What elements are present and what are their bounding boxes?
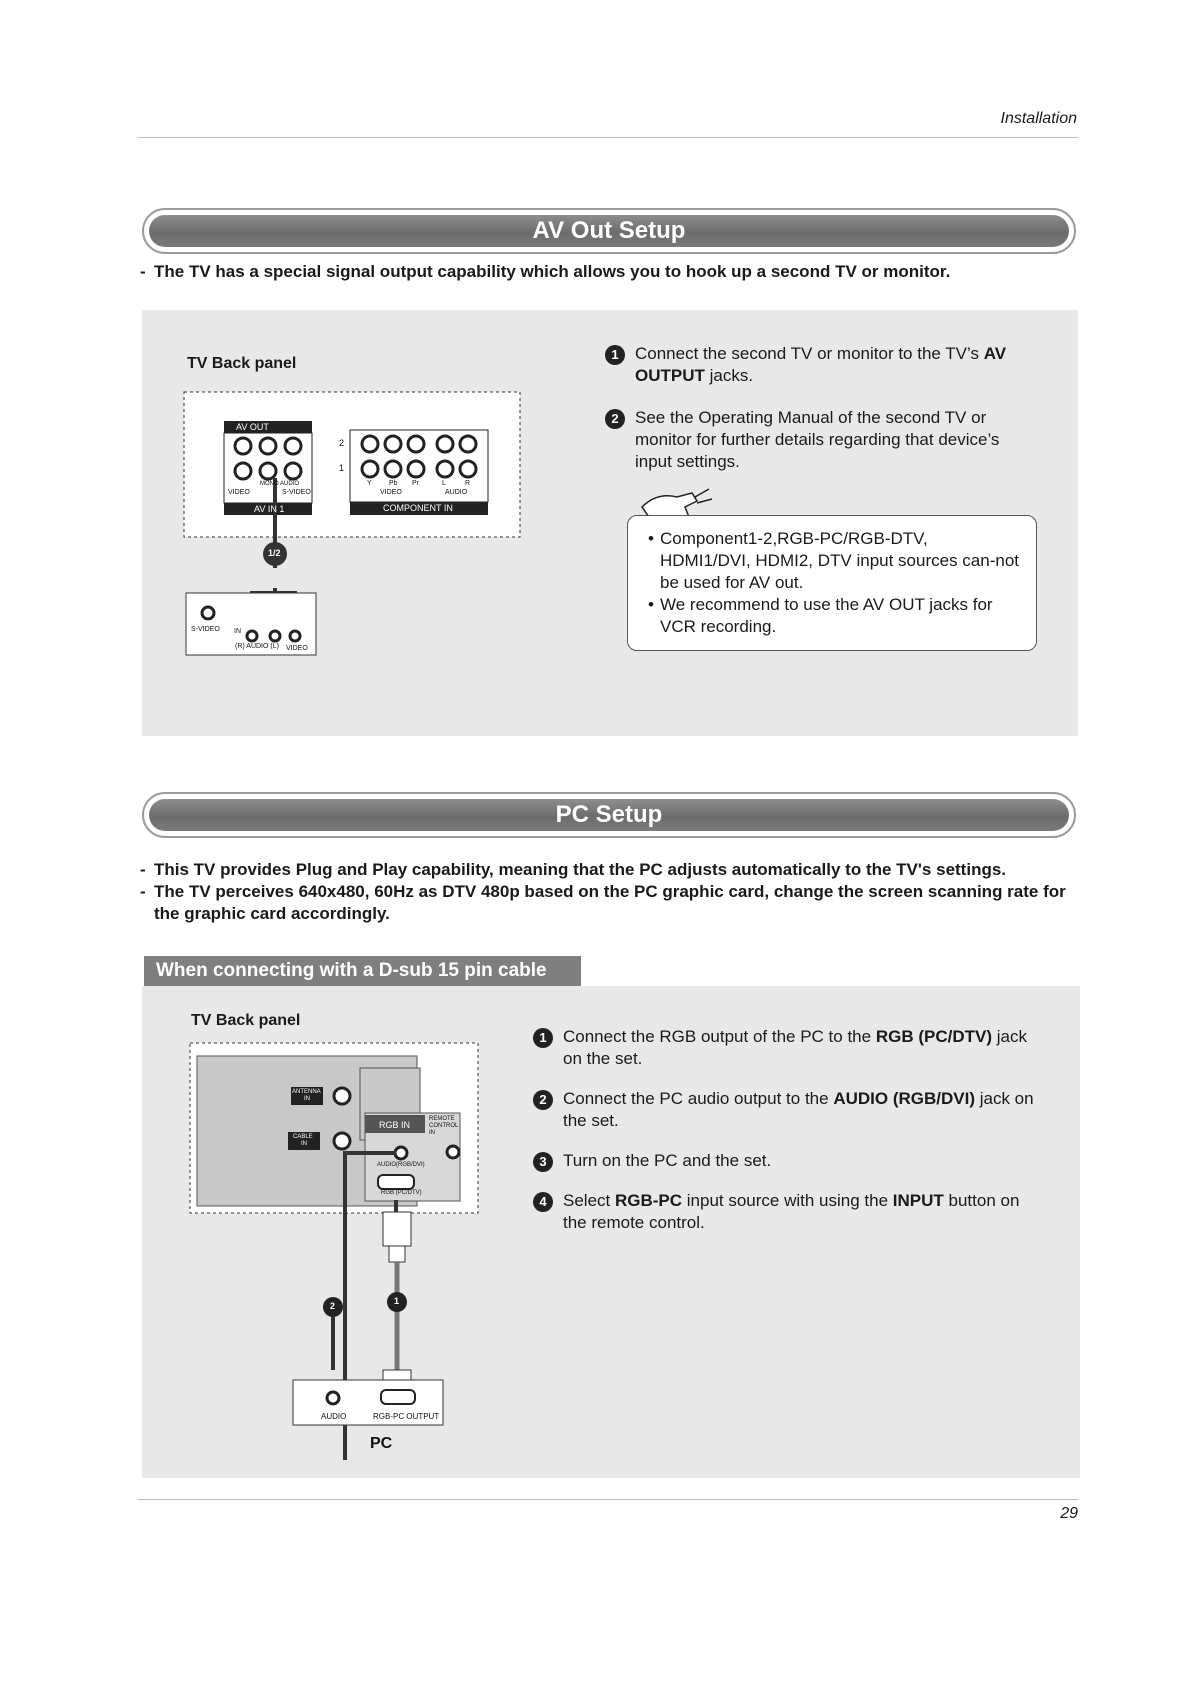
pc-step-2 [533,1088,1043,1132]
audio-rgb-label: AUDIO(RGB/DVI) [377,1162,425,1168]
step-text: Connect the second TV or monitor to the TV’s AV OUTPUT jacks. [635,344,1007,385]
pc-step-1 [533,1026,1043,1070]
step-text: Connect the PC audio output to the AUDIO (RGB/DVI) jack on the set. [563,1089,1034,1130]
cable-tag-av-label: 1/2 [268,548,281,558]
video-jack-label: VIDEO [228,489,250,496]
step-number: 2 [605,409,625,429]
av-out-panel-label: TV Back panel [187,355,297,372]
step-number: 2 [533,1090,553,1110]
device-in-label: IN [234,628,241,635]
intro-line: - This TV provides Plug and Play capability, meaning that the PC adjusts automatically to the TV's settings. [140,860,1007,879]
av-diagram-labels [180,388,525,663]
pc-panel-label: TV Back panel [191,1012,301,1029]
step-text: See the Operating Manual of the second TV or monitor for further details regarding that device’s input settings. [635,408,1000,471]
antenna-label: ANTENNA [292,1089,321,1095]
av-out-title: AV Out Setup [149,215,1069,247]
pc-step-4 [533,1190,1043,1234]
pc-setup-title: PC Setup [149,799,1069,831]
av-step-2 [605,407,1030,473]
pc-rgb-out-label: RGB-PC OUTPUT [373,1412,440,1421]
intro-line: - The TV perceives 640x480, 60Hz as DTV 480p based on the PC graphic card, change the screen scanning rate for the graphic card accordingly. [140,882,1066,923]
row-1-label: 1 [339,463,345,473]
av-step-1 [605,343,1030,387]
footer-rule [138,1499,1078,1500]
cable-tag-1: 1 [394,1296,400,1306]
step-number: 3 [533,1152,553,1172]
rgb-pcdtv-label: RGB (PC/DTV) [381,1190,422,1196]
pc-label: PC [370,1435,393,1452]
step-number: 1 [533,1028,553,1048]
pc-steps [533,1026,1043,1234]
l-label: L [442,480,446,487]
video-group-label: VIDEO [380,489,402,496]
y-label: Y [367,480,372,487]
pr-label: Pr [412,480,419,487]
pc-diagram-labels [185,1040,485,1460]
step-text: Select RGB-PC input source with using the INPUT button on the remote control. [563,1191,1020,1232]
device-audio-label: (R) AUDIO (L) [235,643,279,650]
component-in-label: COMPONENT IN [383,503,453,513]
dsub-section-tab: When connecting with a D-sub 15 pin cable [144,956,581,986]
header-rule [138,137,1078,138]
step-number: 1 [605,345,625,365]
remote-label: REMOTE CONTROL IN [429,1116,459,1136]
section-header: Installation [1000,110,1077,127]
av-out-jack-label: AV OUT [236,422,269,432]
pc-setup-intro [140,859,1080,925]
mono-audio-label: MONO AUDIO [260,481,300,487]
row-2-label: 2 [339,438,345,448]
av-note-box [627,515,1037,651]
device-svideo-label: S-VIDEO [191,626,220,633]
antenna-in-label: IN [304,1096,310,1102]
rgb-in-label: RGB IN [379,1120,411,1130]
step-number: 4 [533,1192,553,1212]
pb-label: Pb [389,480,398,487]
av-out-banner [142,208,1076,254]
pc-step-3 [533,1150,1043,1172]
note-item: • We recommend to use the AV OUT jacks for VCR recording. [648,595,993,636]
av-in-label: AV IN 1 [254,504,285,514]
note-item: • Component1-2,RGB-PC/RGB-DTV, HDMI1/DVI, HDMI2, DTV input sources can-not be used for AV out. [648,529,1020,592]
av-out-intro: - The TV has a special signal output capability which allows you to hook up a second TV or monitor. [140,262,951,281]
device-video-label: VIDEO [286,645,308,652]
cable-tag-2: 2 [330,1301,336,1311]
av-out-steps [605,343,1030,473]
pc-setup-banner [142,792,1076,838]
svideo-jack-label: S-VIDEO [282,489,311,496]
step-text: Turn on the PC and the set. [563,1151,772,1170]
audio-group-label: AUDIO [445,489,468,496]
cable-in-label: IN [301,1141,307,1147]
cable-label: CABLE [293,1134,313,1140]
r-label: R [465,480,471,487]
pc-audio-label: AUDIO [321,1412,347,1421]
step-text: Connect the RGB output of the PC to the RGB (PC/DTV) jack on the set. [563,1027,1027,1068]
page-number: 29 [1060,1505,1078,1522]
